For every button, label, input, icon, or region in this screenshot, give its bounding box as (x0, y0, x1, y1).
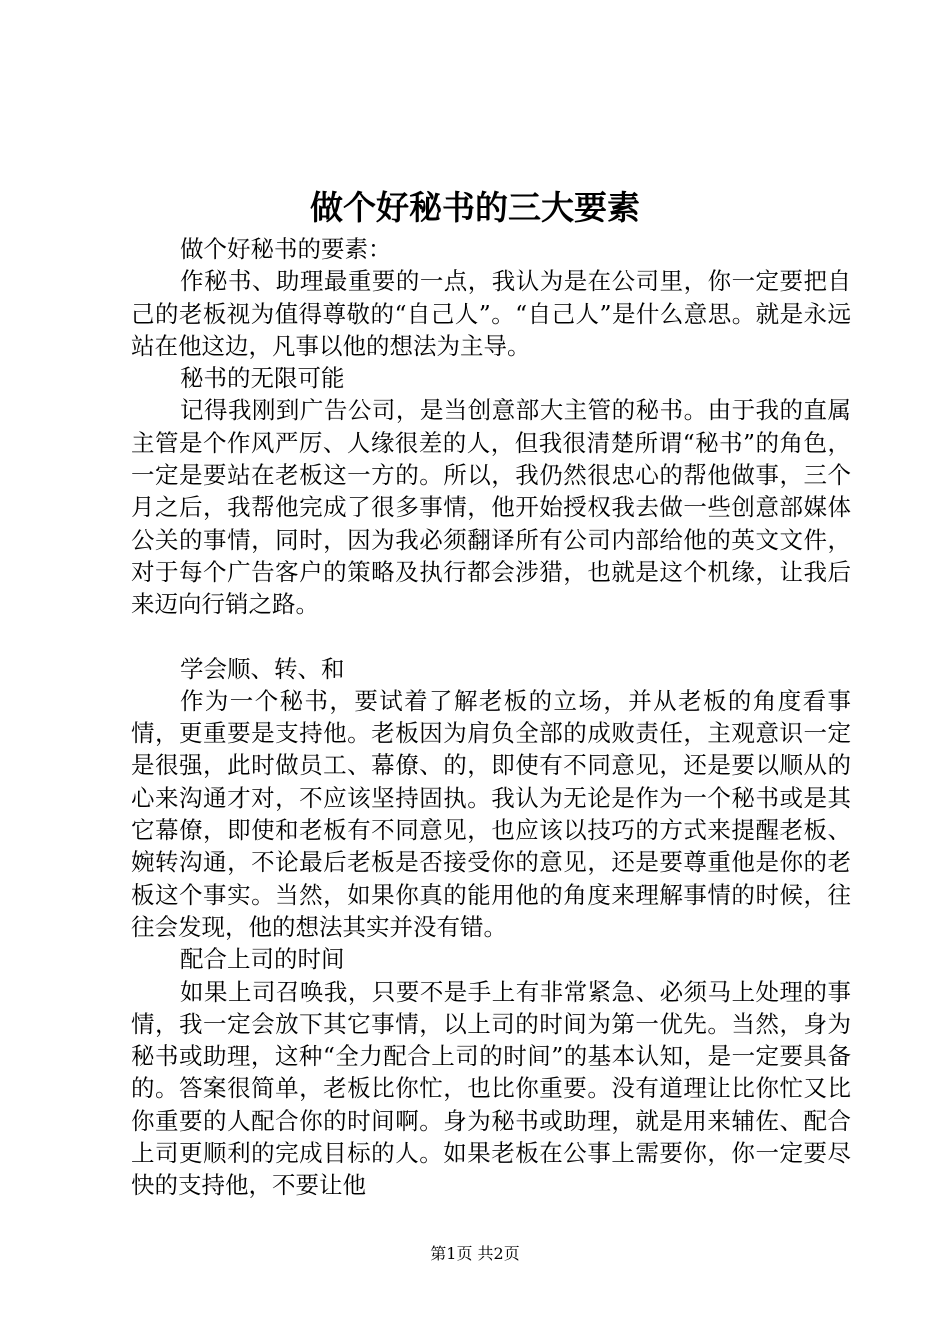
section-heading: 学会顺、转、和 (180, 654, 345, 683)
intro-paragraph: 作秘书、助理最重要的一点，我认为是在公司里，你一定要把自己的老板视为值得尊敬的“自己人”。“自己人”是什么意思。就是永远站在他这边，凡事以他的想法为主导。 (131, 267, 851, 360)
section-heading: 配合上司的时间 (180, 945, 345, 974)
section-heading: 秘书的无限可能 (180, 364, 345, 393)
page-footer: 第1页 共2页 (430, 1244, 520, 1263)
document-body (131, 233, 851, 1202)
intro-heading: 做个好秘书的要素： (180, 235, 392, 263)
section-paragraph: 如果上司召唤我，只要不是手上有非常紧急、必须马上处理的事情，我一定会放下其它事情，以上司的时间为第一优先。当然，身为秘书或助理，这种“全力配合上司的时间”的基本认知，是一定要具备的。答案很简单，老板比你忙，也比你重要。没有道理让比你忙又比你重要的人配合你的时间啊。身为秘书或助理，就是用来辅佐、配合上司更顺利的完成目标的人。如果老板在公事上需要你，你一定要尽快的支持他，不要让他 (131, 977, 851, 1200)
section-paragraph: 作为一个秘书，要试着了解老板的立场，并从老板的角度看事情，更重要是支持他。老板因为肩负全部的成败责任，主观意识一定是很强，此时做员工、幕僚、的，即使有不同意见，还是要以顺从的心来沟通才对，不应该坚持固执。我认为无论是作为一个秘书或是其它幕僚，即使和老板有不同意见，也应该以技巧的方式来提醒老板、婉转沟通，不论最后老板是否接受你的意见，还是要尊重他是你的老板这个事实。当然，如果你真的能用他的角度来理解事情的时候，往往会发现，他的想法其实并没有错。 (131, 686, 851, 941)
section-paragraph: 记得我刚到广告公司，是当创意部大主管的秘书。由于我的直属主管是个作风严厉、人缘很差的人，但我很清楚所谓“秘书”的角色，一定是要站在老板这一方的。所以，我仍然很忠心的帮他做事，三个月之后，我帮他完成了很多事情，他开始授权我去做一些创意部媒体公关的事情，同时，因为我必须翻译所有公司内部给他的英文文件，对于每个广告客户的策略及执行都会涉猎，也就是这个机缘，让我后来迈向行销之路。 (131, 396, 851, 619)
document-title: 做个好秘书的三大要素 (310, 188, 640, 227)
paragraph-gap (131, 621, 851, 653)
